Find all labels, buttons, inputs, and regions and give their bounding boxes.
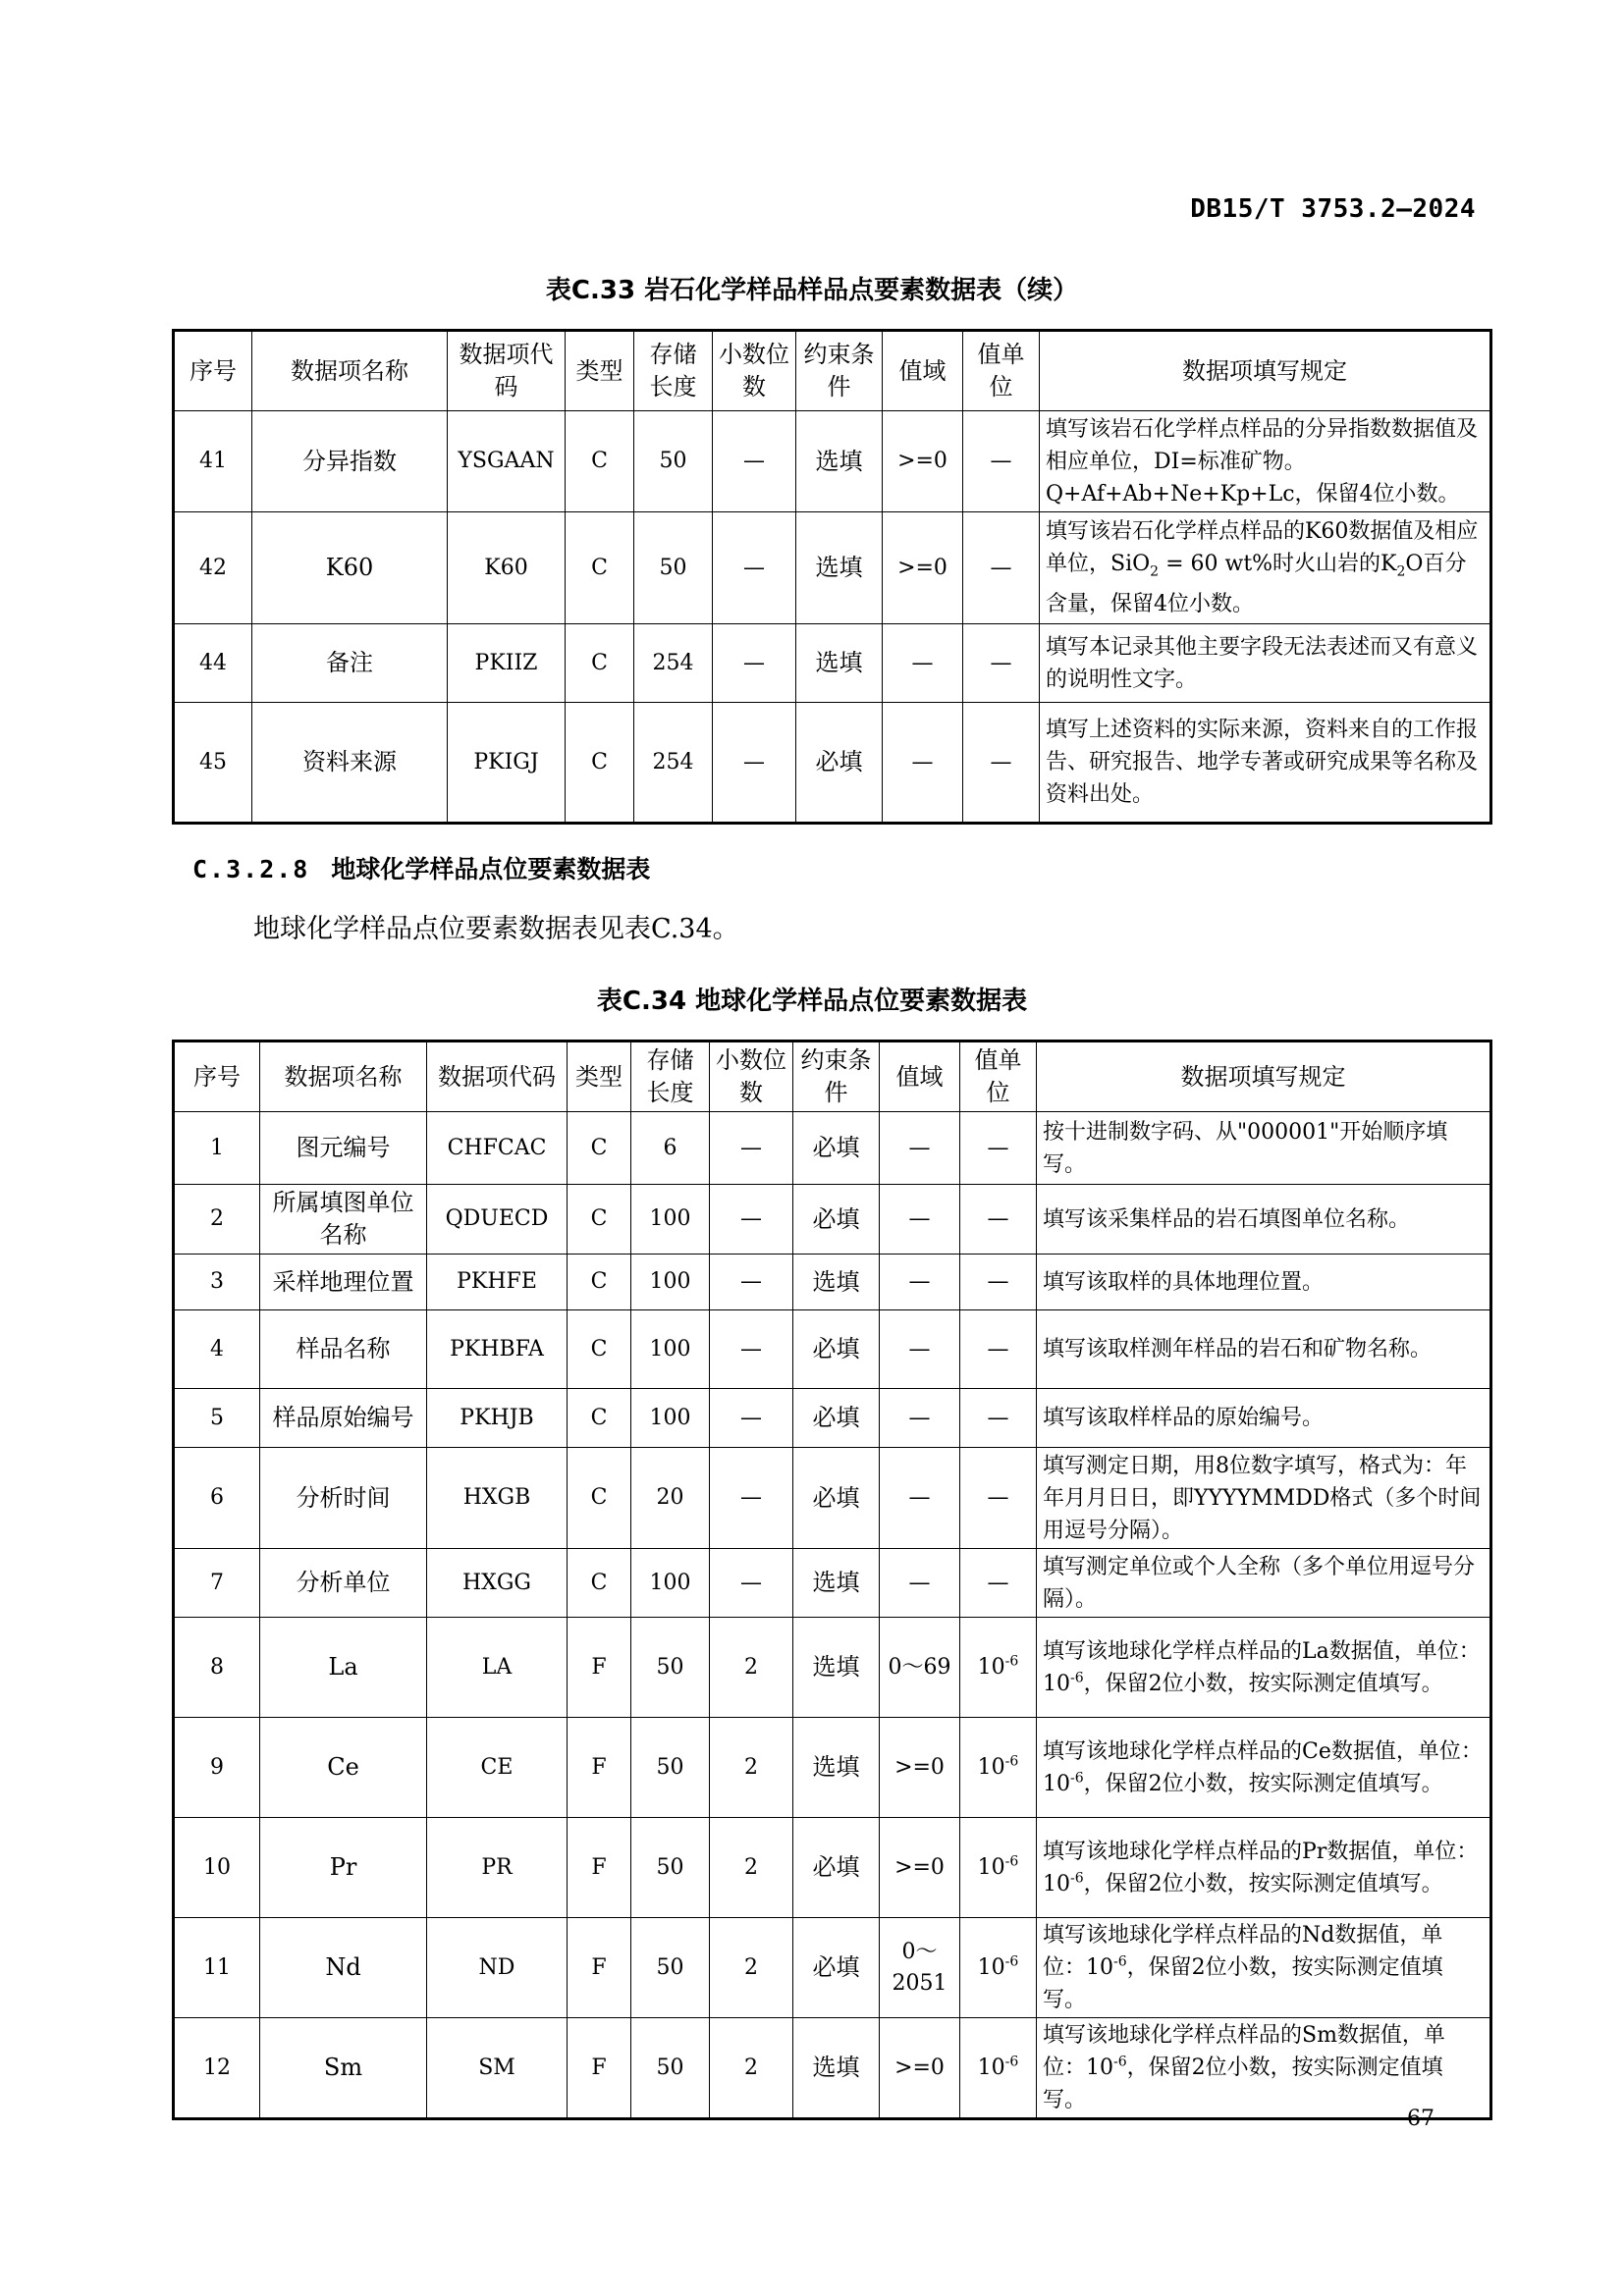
cell-unit: — xyxy=(960,1389,1037,1448)
cell-seq: 45 xyxy=(174,703,252,824)
cell-name: 分析单位 xyxy=(260,1549,427,1618)
cell-decimals: — xyxy=(710,1112,793,1185)
cell-seq: 42 xyxy=(174,512,252,624)
cell-constraint: 选填 xyxy=(793,1255,880,1310)
cell-length: 254 xyxy=(634,703,713,824)
cell-decimals: — xyxy=(710,1310,793,1389)
cell-code: K60 xyxy=(448,512,566,624)
cell-length: 100 xyxy=(631,1185,710,1255)
table-row xyxy=(174,1185,1491,1255)
col-constraint: 约束条件 xyxy=(796,331,883,411)
cell-code: PKHJB xyxy=(427,1389,568,1448)
cell-code: PKIGJ xyxy=(448,703,566,824)
col-decimals: 小数位数 xyxy=(710,1041,793,1112)
cell-decimals: — xyxy=(710,1448,793,1549)
cell-seq: 12 xyxy=(174,2018,260,2119)
cell-code: ND xyxy=(427,1918,568,2018)
col-type: 类型 xyxy=(568,1041,631,1112)
cell-unit: — xyxy=(960,1255,1037,1310)
cell-rule: 填写该岩石化学样点样品的K60数据值及相应单位，SiO$_2$ = 60 wt%时火山岩的$K_2O$百分含量，保留4位小数。 xyxy=(1040,512,1491,624)
cell-seq: 11 xyxy=(174,1918,260,2018)
cell-type: C xyxy=(566,703,634,824)
cell-type: C xyxy=(566,411,634,512)
cell-code: SM xyxy=(427,2018,568,2119)
cell-constraint: 必填 xyxy=(793,1448,880,1549)
cell-type: F xyxy=(568,1918,631,2018)
cell-constraint: 必填 xyxy=(793,1918,880,2018)
section-title: 地球化学样品点位要素数据表 xyxy=(331,855,651,883)
cell-rule: 填写该取样测年样品的岩石和矿物名称。 xyxy=(1037,1310,1491,1389)
col-seq: 序号 xyxy=(174,1041,260,1112)
cell-length: 100 xyxy=(631,1255,710,1310)
cell-constraint: 必填 xyxy=(793,1818,880,1918)
cell-type: C xyxy=(568,1389,631,1448)
cell-code: CE xyxy=(427,1718,568,1818)
col-type: 类型 xyxy=(566,331,634,411)
cell-decimals: 2 xyxy=(710,1618,793,1718)
col-rule: 数据项填写规定 xyxy=(1040,331,1491,411)
cell-range: — xyxy=(883,703,963,824)
col-name: 数据项名称 xyxy=(260,1041,427,1112)
cell-name: Pr xyxy=(260,1818,427,1918)
cell-seq: 7 xyxy=(174,1549,260,1618)
table-row xyxy=(174,2018,1491,2119)
cell-name: Ce xyxy=(260,1718,427,1818)
cell-type: F xyxy=(568,1618,631,1718)
cell-range: >=0 xyxy=(883,512,963,624)
cell-seq: 9 xyxy=(174,1718,260,1818)
cell-length: 100 xyxy=(631,1549,710,1618)
cell-type: C xyxy=(568,1255,631,1310)
cell-name: La xyxy=(260,1618,427,1718)
cell-decimals: 2 xyxy=(710,1718,793,1818)
table-row xyxy=(174,1310,1491,1389)
cell-seq: 1 xyxy=(174,1112,260,1185)
cell-unit: — xyxy=(960,1112,1037,1185)
col-code: 数据项代码 xyxy=(448,331,566,411)
cell-range: — xyxy=(880,1112,960,1185)
cell-rule: 填写测定日期，用8位数字填写，格式为：年年月月日日，即YYYYMMDD格式（多个时间用逗号分隔）。 xyxy=(1037,1448,1491,1549)
cell-length: 50 xyxy=(631,1918,710,2018)
cell-constraint: 必填 xyxy=(793,1185,880,1255)
page-number: 67 xyxy=(1407,2107,1435,2131)
table-row xyxy=(174,1549,1491,1618)
table-row xyxy=(174,1818,1491,1918)
cell-unit: — xyxy=(963,624,1040,703)
cell-code: PR xyxy=(427,1818,568,1918)
cell-name: 图元编号 xyxy=(260,1112,427,1185)
cell-decimals: — xyxy=(710,1255,793,1310)
table-34-header-row xyxy=(174,1041,1491,1112)
cell-type: C xyxy=(566,624,634,703)
cell-unit: $10^{-6}$ xyxy=(960,2018,1037,2119)
cell-type: F xyxy=(568,2018,631,2119)
cell-unit: $10^{-6}$ xyxy=(960,1918,1037,2018)
cell-range: >=0 xyxy=(880,1818,960,1918)
cell-length: 50 xyxy=(631,1618,710,1718)
cell-seq: 4 xyxy=(174,1310,260,1389)
cell-code: PKHFE xyxy=(427,1255,568,1310)
cell-code: PKHBFA xyxy=(427,1310,568,1389)
cell-type: C xyxy=(566,512,634,624)
cell-seq: 3 xyxy=(174,1255,260,1310)
cell-range: — xyxy=(880,1549,960,1618)
cell-type: C xyxy=(568,1185,631,1255)
table-row xyxy=(174,1618,1491,1718)
col-seq: 序号 xyxy=(174,331,252,411)
cell-length: 254 xyxy=(634,624,713,703)
cell-decimals: 2 xyxy=(710,2018,793,2119)
cell-range: >=0 xyxy=(880,1718,960,1818)
cell-rule: 填写上述资料的实际来源，资料来自的工作报告、研究报告、地学专著或研究成果等名称及资料出处。 xyxy=(1040,703,1491,824)
table-34-caption: 表C.34 地球化学样品点位要素数据表 xyxy=(596,987,1028,1016)
cell-seq: 8 xyxy=(174,1618,260,1718)
cell-decimals: — xyxy=(713,624,796,703)
cell-unit: — xyxy=(963,703,1040,824)
cell-unit: — xyxy=(960,1448,1037,1549)
cell-rule: 填写测定单位或个人全称（多个单位用逗号分隔）。 xyxy=(1037,1549,1491,1618)
cell-rule: 按十进制数字码、从"000001"开始顺序填写。 xyxy=(1037,1112,1491,1185)
cell-name: 样品名称 xyxy=(260,1310,427,1389)
cell-unit: $10^{-6}$ xyxy=(960,1618,1037,1718)
col-decimals: 小数位数 xyxy=(713,331,796,411)
cell-name: 分异指数 xyxy=(252,411,448,512)
cell-name: 资料来源 xyxy=(252,703,448,824)
cell-unit: $10^{-6}$ xyxy=(960,1718,1037,1818)
cell-code: HXGG xyxy=(427,1549,568,1618)
cell-constraint: 选填 xyxy=(796,624,883,703)
cell-decimals: — xyxy=(713,703,796,824)
cell-rule: 填写该采集样品的岩石填图单位名称。 xyxy=(1037,1185,1491,1255)
table-row xyxy=(174,1255,1491,1310)
cell-length: 50 xyxy=(631,1818,710,1918)
cell-constraint: 选填 xyxy=(793,2018,880,2119)
cell-type: C xyxy=(568,1549,631,1618)
table-row xyxy=(174,1389,1491,1448)
cell-rule: 填写该地球化学样点样品的Sm数据值，单位：$10^{-6}$，保留2位小数，按实际测定值填写。 xyxy=(1037,2018,1491,2119)
cell-range: — xyxy=(880,1255,960,1310)
cell-constraint: 必填 xyxy=(793,1112,880,1185)
table-row xyxy=(174,703,1491,824)
cell-range: — xyxy=(880,1389,960,1448)
table-row xyxy=(174,411,1491,512)
cell-unit: — xyxy=(960,1549,1037,1618)
cell-code: QDUECD xyxy=(427,1185,568,1255)
cell-range: >=0 xyxy=(880,2018,960,2119)
col-name: 数据项名称 xyxy=(252,331,448,411)
cell-range: — xyxy=(880,1448,960,1549)
cell-name: K60 xyxy=(252,512,448,624)
cell-length: 50 xyxy=(634,411,713,512)
cell-range: >=0 xyxy=(883,411,963,512)
col-length: 存储长度 xyxy=(634,331,713,411)
cell-constraint: 选填 xyxy=(793,1618,880,1718)
cell-unit: — xyxy=(960,1185,1037,1255)
cell-constraint: 选填 xyxy=(796,411,883,512)
document-code: DB15/T 3753.2—2024 xyxy=(1190,194,1476,224)
cell-rule: 填写该地球化学样点样品的La数据值，单位：$10^{-6}$，保留2位小数，按实际测定值填写。 xyxy=(1037,1618,1491,1718)
cell-decimals: 2 xyxy=(710,1818,793,1918)
cell-unit: $10^{-6}$ xyxy=(960,1818,1037,1918)
cell-seq: 2 xyxy=(174,1185,260,1255)
cell-name: 备注 xyxy=(252,624,448,703)
cell-unit: — xyxy=(963,411,1040,512)
cell-type: C xyxy=(568,1310,631,1389)
cell-code: YSGAAN xyxy=(448,411,566,512)
cell-code: HXGB xyxy=(427,1448,568,1549)
table-row xyxy=(174,1918,1491,2018)
cell-rule: 填写该地球化学样点样品的Nd数据值，单位：$10^{-6}$，保留2位小数，按实际测定值填写。 xyxy=(1037,1918,1491,2018)
cell-decimals: — xyxy=(713,512,796,624)
cell-length: 6 xyxy=(631,1112,710,1185)
table-row xyxy=(174,1448,1491,1549)
cell-decimals: — xyxy=(710,1549,793,1618)
cell-length: 100 xyxy=(631,1389,710,1448)
cell-name: 样品原始编号 xyxy=(260,1389,427,1448)
col-constraint: 约束条件 xyxy=(793,1041,880,1112)
col-unit: 值单位 xyxy=(960,1041,1037,1112)
cell-range: — xyxy=(880,1310,960,1389)
cell-range: 0～69 xyxy=(880,1618,960,1718)
cell-length: 50 xyxy=(631,2018,710,2119)
cell-rule: 填写该地球化学样点样品的Pr数据值，单位：$10^{-6}$，保留2位小数，按实际测定值填写。 xyxy=(1037,1818,1491,1918)
cell-constraint: 选填 xyxy=(796,512,883,624)
table-row xyxy=(174,1718,1491,1818)
cell-constraint: 必填 xyxy=(796,703,883,824)
cell-unit: — xyxy=(960,1310,1037,1389)
cell-code: PKIIZ xyxy=(448,624,566,703)
cell-seq: 41 xyxy=(174,411,252,512)
cell-type: F xyxy=(568,1818,631,1918)
cell-rule: 填写该岩石化学样点样品的分异指数数据值及相应单位，DI=标准矿物。Q+Af+Ab+Ne+Kp+Lc，保留4位小数。 xyxy=(1040,411,1491,512)
cell-decimals: — xyxy=(710,1389,793,1448)
cell-seq: 6 xyxy=(174,1448,260,1549)
cell-decimals: — xyxy=(713,411,796,512)
cell-length: 20 xyxy=(631,1448,710,1549)
col-length: 存储长度 xyxy=(631,1041,710,1112)
cell-type: F xyxy=(568,1718,631,1818)
col-code: 数据项代码 xyxy=(427,1041,568,1112)
table-34 xyxy=(172,1040,1492,2120)
cell-constraint: 必填 xyxy=(793,1310,880,1389)
table-row xyxy=(174,624,1491,703)
cell-decimals: 2 xyxy=(710,1918,793,2018)
cell-rule: 填写该取样的具体地理位置。 xyxy=(1037,1255,1491,1310)
cell-type: C xyxy=(568,1112,631,1185)
cell-name: 所属填图单位名称 xyxy=(260,1185,427,1255)
table-33-caption: 表C.33 岩石化学样品样品点要素数据表（续） xyxy=(545,276,1079,305)
section-number: C.3.2.8 xyxy=(192,855,310,883)
cell-name: 分析时间 xyxy=(260,1448,427,1549)
cell-rule: 填写本记录其他主要字段无法表述而又有意义的说明性文字。 xyxy=(1040,624,1491,703)
cell-range: 0～2051 xyxy=(880,1918,960,2018)
cell-length: 100 xyxy=(631,1310,710,1389)
cell-decimals: — xyxy=(710,1185,793,1255)
body-paragraph: 地球化学样品点位要素数据表见表C.34。 xyxy=(253,914,739,944)
cell-name: Nd xyxy=(260,1918,427,2018)
cell-rule: 填写该取样样品的原始编号。 xyxy=(1037,1389,1491,1448)
cell-type: C xyxy=(568,1448,631,1549)
cell-rule: 填写该地球化学样点样品的Ce数据值，单位：$10^{-6}$，保留2位小数，按实际测定值填写。 xyxy=(1037,1718,1491,1818)
table-row xyxy=(174,512,1491,624)
col-unit: 值单位 xyxy=(963,331,1040,411)
cell-constraint: 必填 xyxy=(793,1389,880,1448)
cell-range: — xyxy=(883,624,963,703)
cell-length: 50 xyxy=(631,1718,710,1818)
table-33 xyxy=(172,329,1492,825)
cell-name: Sm xyxy=(260,2018,427,2119)
cell-code: CHFCAC xyxy=(427,1112,568,1185)
col-rule: 数据项填写规定 xyxy=(1037,1041,1491,1112)
cell-code: LA xyxy=(427,1618,568,1718)
cell-name: 采样地理位置 xyxy=(260,1255,427,1310)
col-range: 值域 xyxy=(883,331,963,411)
cell-length: 50 xyxy=(634,512,713,624)
section-heading xyxy=(192,850,650,885)
cell-unit: — xyxy=(963,512,1040,624)
cell-constraint: 选填 xyxy=(793,1718,880,1818)
cell-seq: 44 xyxy=(174,624,252,703)
cell-constraint: 选填 xyxy=(793,1549,880,1618)
col-range: 值域 xyxy=(880,1041,960,1112)
cell-seq: 10 xyxy=(174,1818,260,1918)
table-row xyxy=(174,1112,1491,1185)
table-33-header-row xyxy=(174,331,1491,411)
cell-range: — xyxy=(880,1185,960,1255)
cell-seq: 5 xyxy=(174,1389,260,1448)
